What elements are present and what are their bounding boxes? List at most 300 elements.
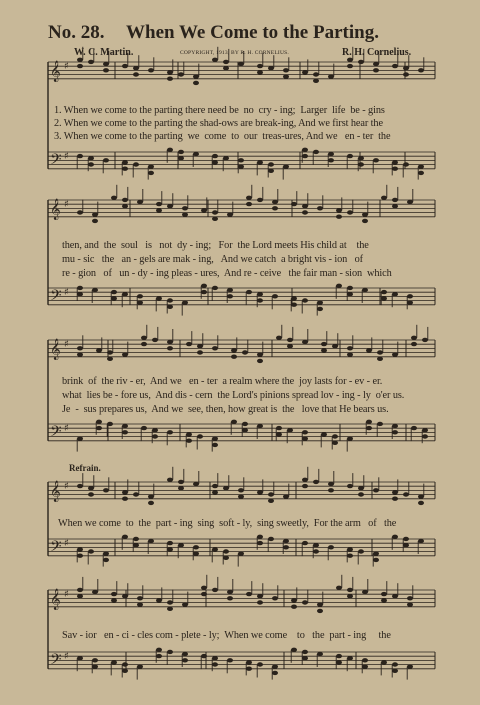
note-head [137,300,143,304]
sharp-sign: ♯ [64,61,69,72]
note-head [227,590,233,594]
note-head [407,602,413,606]
note-head [178,543,184,547]
note-head [302,650,308,654]
note-head [381,296,387,300]
note-head [156,598,162,602]
note-head [92,219,98,223]
note-head [268,169,274,173]
note-head [302,340,308,344]
note-head [358,162,364,166]
note-head [257,198,263,202]
refrain-label: Refrain. [69,463,101,473]
note-head [227,596,233,600]
note-head [347,588,353,592]
note-head [377,357,383,361]
note-head [137,664,143,668]
note-head [77,286,83,290]
lyric-line: what lies be - fore us, And dis - cern the Lord's pinions spread lov - ing - ly o'er us. [62,390,405,401]
note-head [373,558,379,562]
note-head [392,669,398,673]
note-head [287,428,293,432]
note-head [133,537,139,541]
note-head [347,154,353,158]
note-head [362,658,368,662]
note-head [167,340,173,344]
note-head [257,160,263,164]
note-head [88,162,94,166]
hymn-title: When We Come to the Parting. [126,22,379,43]
note-head [167,77,173,81]
note-head [272,596,278,600]
note-head [246,660,252,664]
note-head [403,162,409,166]
note-head [268,162,274,166]
note-head [422,428,428,432]
note-head [381,290,387,294]
note-head [392,204,398,208]
note-head [313,543,319,547]
note-head [77,547,83,551]
note-head [137,200,143,204]
note-head [347,547,353,551]
note-head [392,424,398,428]
note-head [317,609,323,613]
note-head [178,72,184,76]
note-head [287,338,293,342]
note-head [347,346,353,350]
note-head [246,202,252,206]
note-head [201,586,207,590]
note-head [328,545,334,549]
note-head [77,154,83,158]
note-head [336,654,342,658]
note-head [212,58,218,62]
note-head [268,537,274,541]
note-head [167,298,173,302]
note-head [238,551,244,555]
note-head [257,352,263,356]
note-head [392,594,398,598]
bass-clef: 𝄢 [50,151,62,172]
note-head [362,212,368,216]
note-head [358,156,364,160]
note-head [148,164,154,168]
note-head [283,545,289,549]
note-head [317,652,323,656]
note-head [122,490,128,494]
note-head [291,598,297,602]
note-head [302,298,308,302]
note-head [122,292,128,296]
note-head [193,545,199,549]
note-head [407,664,413,668]
note-head [257,535,263,539]
note-head [122,198,128,202]
note-head [366,420,372,424]
note-head [302,478,308,482]
note-head [223,156,229,160]
note-head [283,68,289,72]
note-head [302,656,308,660]
note-head [291,202,297,206]
lyric-line: 3. When we come to the parting we come to our treas-ures, And we en - ter the [54,131,391,142]
note-head [122,594,128,598]
note-head [246,290,252,294]
note-head [257,424,263,428]
note-head [133,66,139,70]
note-head [167,148,173,152]
note-head [283,539,289,543]
note-head [313,480,319,484]
note-head [287,344,293,348]
note-head [223,486,229,490]
note-head [347,286,353,290]
note-head [381,660,387,664]
note-head [178,480,184,484]
note-head [291,303,297,307]
note-head [167,547,173,551]
note-head [133,162,139,166]
note-head [88,549,94,553]
note-head [133,72,139,76]
note-head [392,535,398,539]
note-head [201,290,207,294]
note-head [347,58,353,62]
sharp-sign: ♯ [64,339,69,350]
note-head [122,662,128,666]
note-head [336,284,342,288]
note-head [186,439,192,443]
note-head [392,490,398,494]
note-head [358,60,364,64]
note-head [223,66,229,70]
note-head [238,488,244,492]
note-head [212,217,218,221]
note-head [257,64,263,68]
sharp-sign: ♯ [64,589,69,600]
note-head [302,70,308,74]
note-head [373,158,379,162]
note-head [347,484,353,488]
note-head [328,158,334,162]
note-head [96,420,102,424]
note-head [227,212,233,216]
note-head [377,350,383,354]
note-head [257,359,263,363]
note-head [77,64,83,68]
note-head [418,494,424,498]
note-head [156,654,162,658]
note-head [223,549,229,553]
note-head [137,596,143,600]
note-head [392,160,398,164]
note-head [197,350,203,354]
note-head [96,348,102,352]
note-head [167,541,173,545]
note-head [182,206,188,210]
note-head [212,443,218,447]
note-head [381,196,387,200]
note-head [321,348,327,352]
sharp-sign: ♯ [64,423,69,434]
note-head [257,594,263,598]
note-head [212,160,218,164]
note-head [302,436,308,440]
note-head [122,352,128,356]
note-head [103,551,109,555]
note-head [373,62,379,66]
note-head [257,662,263,666]
note-head [88,486,94,490]
treble-clef: 𝄞 [50,481,61,502]
note-head [167,70,173,74]
note-head [418,164,424,168]
note-head [231,420,237,424]
note-head [148,171,154,175]
note-head [77,588,83,592]
note-head [373,68,379,72]
note-head [156,296,162,300]
note-head [291,648,297,652]
note-head [313,72,319,76]
note-head [212,547,218,551]
note-head [347,554,353,558]
note-head [212,490,218,494]
note-head [111,660,117,664]
note-head [212,210,218,214]
note-head [103,68,109,72]
note-head [167,430,173,434]
note-head [313,79,319,83]
note-head [283,494,289,498]
note-head [77,484,83,488]
note-head [212,286,218,290]
bass-clef: 𝄢 [50,423,62,444]
note-head [257,70,263,74]
note-head [167,650,173,654]
note-head [257,541,263,545]
note-head [392,198,398,202]
sharp-sign: ♯ [64,199,69,210]
note-head [167,478,173,482]
note-head [347,352,353,356]
note-head [336,215,342,219]
note-head [328,152,334,156]
note-head [332,434,338,438]
note-head [122,535,128,539]
note-head [272,294,278,298]
note-head [103,158,109,162]
note-head [186,432,192,436]
note-head [377,422,383,426]
note-head [332,344,338,348]
note-head [111,290,117,294]
note-head [122,160,128,164]
note-head [96,426,102,430]
bass-clef: 𝄢 [50,651,62,672]
bass-clef: 𝄢 [50,287,62,308]
note-head [302,210,308,214]
note-head [111,592,117,596]
note-head [302,600,308,604]
note-head [362,590,368,594]
note-head [291,296,297,300]
lyric-line: When we come to the part - ing sing soft - ly, sing sweetly, For the arm of the [58,518,397,529]
note-head [347,292,353,296]
note-head [366,426,372,430]
note-head [407,200,413,204]
note-head [336,208,342,212]
note-head [182,652,188,656]
note-head [302,484,308,488]
note-head [381,592,387,596]
note-head [107,357,113,361]
treble-clef: 𝄞 [50,61,61,82]
note-head [336,660,342,664]
note-head [212,436,218,440]
note-head [403,66,409,70]
note-head [182,212,188,216]
sharp-sign: ♯ [64,538,69,549]
note-head [212,154,218,158]
note-head [403,543,409,547]
note-head [403,492,409,496]
note-head [193,551,199,555]
note-head [231,348,237,352]
note-head [193,74,199,78]
note-head [257,600,263,604]
note-head [212,346,218,350]
note-head [358,486,364,490]
note-head [122,424,128,428]
note-head [92,212,98,216]
note-head [272,664,278,668]
note-head [197,434,203,438]
lyric-line: Sav - ior en - ci - cles com - plete - ly; When we come to the part - ing the [62,630,391,641]
note-head [122,669,128,673]
note-head [302,148,308,152]
note-head [362,219,368,223]
note-head [231,355,237,359]
note-head [148,68,154,72]
note-head [201,208,207,212]
note-head [392,64,398,68]
treble-clef: 𝄞 [50,199,61,220]
note-head [182,658,188,662]
treble-clef: 𝄞 [50,339,61,360]
note-head [328,488,334,492]
note-head [77,58,83,62]
note-head [313,150,319,154]
note-head [193,482,199,486]
note-head [77,210,83,214]
lyric-line: Je - sus prepares us, And we see, then, how great is the love that He bears us. [62,404,389,415]
note-head [242,428,248,432]
note-head [133,492,139,496]
note-head [178,156,184,160]
note-head [156,208,162,212]
note-head [77,554,83,558]
note-head [362,288,368,292]
note-head [336,586,342,590]
note-head [313,549,319,553]
note-head [358,549,364,553]
note-head [223,556,229,560]
note-head [103,62,109,66]
note-head [302,204,308,208]
note-head [291,605,297,609]
note-head [122,497,128,501]
note-head [227,658,233,662]
note-head [238,494,244,498]
note-head [122,430,128,434]
note-head [317,300,323,304]
note-head [92,658,98,662]
note-head [156,202,162,206]
note-head [242,422,248,426]
note-head [283,164,289,168]
note-head [347,656,353,660]
note-head [77,352,83,356]
lyric-line: brink of the riv - er, And we en - ter a realm where the joy lasts for - ev - er. [62,376,383,387]
note-head [152,428,158,432]
note-head [403,537,409,541]
note-head [392,352,398,356]
note-head [321,432,327,436]
note-head [403,72,409,76]
note-head [227,294,233,298]
note-head [411,336,417,340]
note-head [332,441,338,445]
note-head [257,298,263,302]
note-head [392,292,398,296]
lyric-line: 1. When we come to the parting there need be no cry - ing; Larger life be - gins [54,105,385,116]
note-head [223,60,229,64]
note-head [302,541,308,545]
note-head [182,602,188,606]
lyric-line: mu - sic the an - gels are mak - ing, And we catch a bright vis - ion of [62,254,364,265]
note-head [257,292,263,296]
bass-clef: 𝄢 [50,538,62,559]
note-head [347,210,353,214]
note-head [186,342,192,346]
note-head [392,167,398,171]
note-head [92,288,98,292]
note-head [422,338,428,342]
note-head [328,482,334,486]
note-head [268,499,274,503]
note-head [88,156,94,160]
note-head [373,551,379,555]
copyright-notice: COPYRIGHT, 1913, BY R. H. CORNELIUS. [180,50,289,56]
note-head [272,200,278,204]
note-head [122,64,128,68]
note-head [141,426,147,430]
note-head [317,602,323,606]
note-head [328,74,334,78]
note-head [302,154,308,158]
note-head [137,294,143,298]
note-head [418,539,424,543]
note-head [133,543,139,547]
composer-credit: R. H. Cornelius. [342,47,412,58]
sharp-sign: ♯ [64,481,69,492]
lyric-line: then, and the soul is not dy - ing; For the Lord meets His child at the [62,240,369,251]
note-head [276,432,282,436]
author-credit: W. C. Martin. [74,47,134,58]
note-head [381,598,387,602]
